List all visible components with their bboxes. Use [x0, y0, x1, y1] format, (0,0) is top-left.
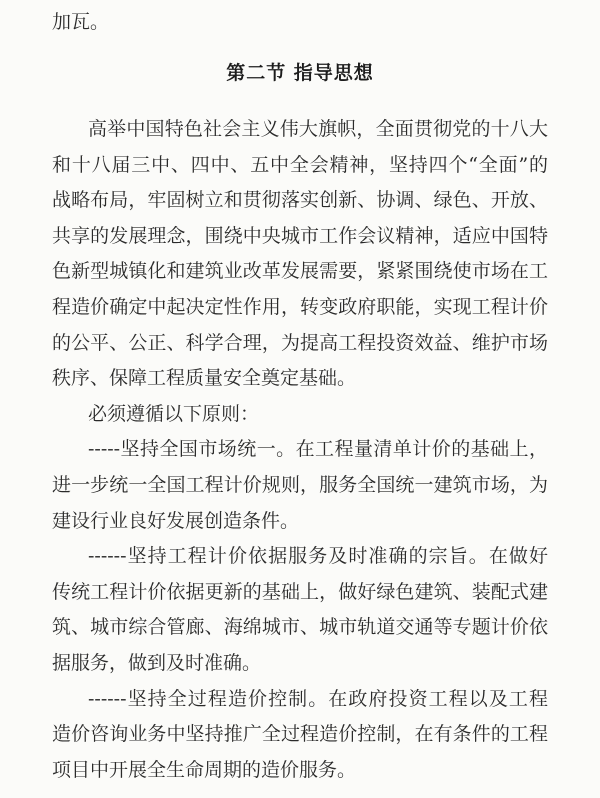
- paragraph: [52, 397, 548, 433]
- paragraph: [52, 682, 548, 789]
- text-line: ------坚持全过程造价控制。在政府投资工程以及工程: [88, 687, 548, 710]
- document-body: [52, 112, 548, 788]
- text-line: 程造价确定中起决定性作用，转变政府职能，实现工程计价: [52, 295, 548, 318]
- paragraph: [52, 432, 548, 539]
- text-line: 共享的发展理念，围绕中央城市工作会议精神，适应中国特: [52, 224, 548, 247]
- text-line: 传统工程计价依据更新的基础上，做好绿色建筑、装配式建: [52, 580, 548, 603]
- text-line: 高举中国特色社会主义伟大旗帜，全面贯彻党的十八大: [88, 118, 548, 140]
- text-line: 的公平、公正、科学合理，为提高工程投资效益、维护市场: [52, 331, 548, 354]
- text-line: 战略布局，牢固树立和贯彻落实创新、协调、绿色、开放、: [52, 189, 548, 212]
- text-line: 必须遵循以下原则：: [88, 402, 260, 425]
- text-line: 项目中开展全生命周期的造价服务。: [52, 758, 357, 781]
- paragraph: [52, 539, 548, 681]
- text-line: -----坚持全国市场统一。在工程量清单计价的基础上，: [88, 438, 548, 461]
- text-line: 秩序、保障工程质量安全奠定基础。: [52, 367, 357, 390]
- text-line: 造价咨询业务中坚持推广全过程造价控制，在有条件的工程: [52, 723, 548, 746]
- text-line: ------坚持工程计价依据服务及时准确的宗旨。在做好: [88, 545, 548, 568]
- paragraph: [52, 112, 548, 397]
- text-line: 建设行业良好发展创造条件。: [52, 509, 300, 532]
- text-line: 色新型城镇化和建筑业改革发展需要，紧紧围绕使市场在工: [52, 260, 548, 283]
- text-line: 和十八届三中、四中、五中全会精神，坚持四个“全面”的: [52, 153, 548, 176]
- continued-text: 加瓦。: [52, 11, 110, 33]
- text-line: 进一步统一全国工程计价规则，服务全国统一建筑市场，为: [52, 473, 548, 496]
- text-line: 筑、城市综合管廊、海绵城市、城市轨道交通等专题计价依: [52, 616, 548, 639]
- section-title: 第二节 指导思想: [226, 62, 374, 84]
- text-line: 据服务，做到及时准确。: [52, 651, 262, 674]
